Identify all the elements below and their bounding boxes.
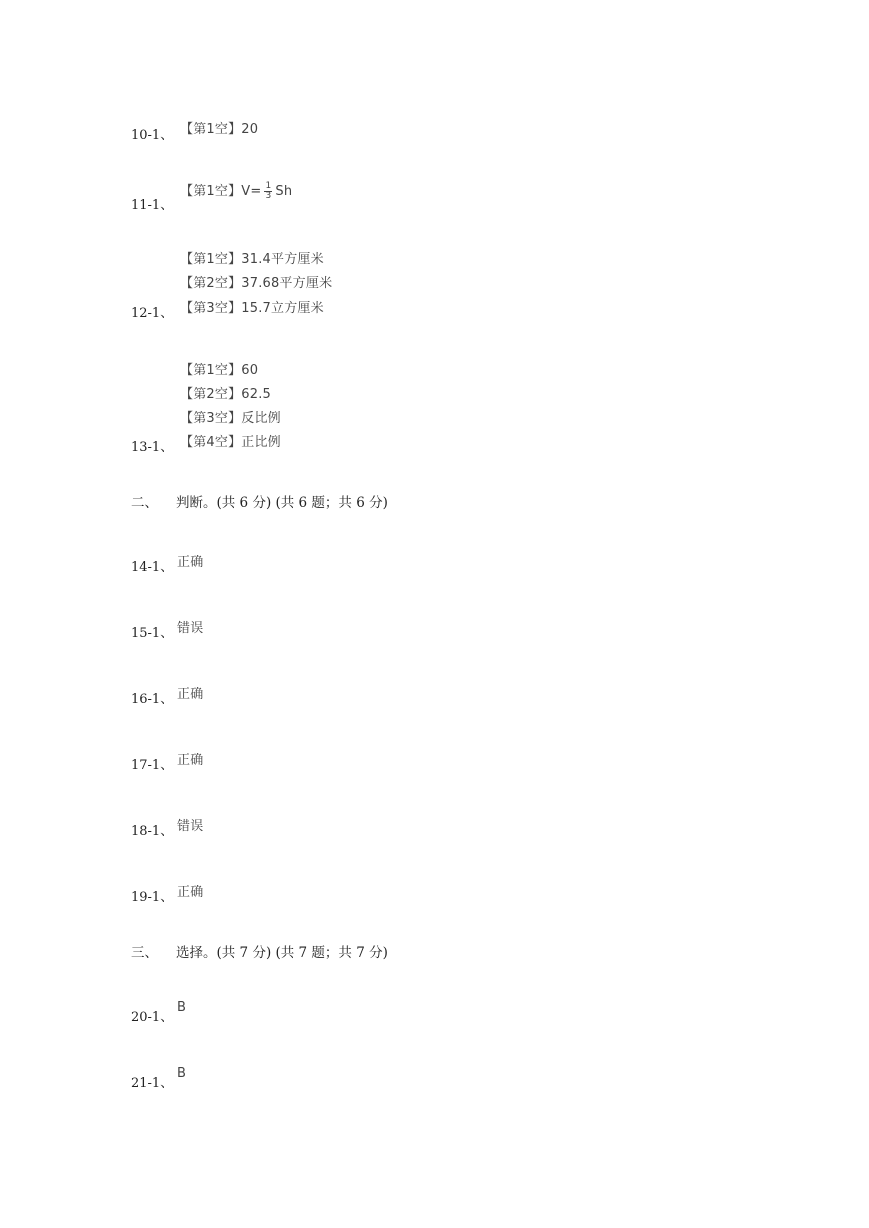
answer-blank: 【第3空】反比例 (180, 411, 281, 426)
question-number: 14-1、 (131, 560, 174, 575)
question-number: 16-1、 (131, 692, 174, 707)
question-number: 15-1、 (131, 626, 174, 641)
answer-blank: 【第2空】37.68平方厘米 (180, 276, 333, 291)
answer-blank: 【第2空】62.5 (180, 387, 272, 402)
question-number: 11-1、 (131, 198, 174, 213)
section-title: 选择。(共 7 分) (共 7 题；共 7 分) (176, 945, 388, 961)
section-number: 二、 (131, 495, 158, 511)
fraction-numerator: 1 (265, 181, 272, 191)
formula-prefix: 【第1空】V= (180, 184, 262, 199)
section-title: 判断。(共 6 分) (共 6 题；共 6 分) (176, 495, 388, 511)
question-number: 21-1、 (131, 1076, 174, 1091)
answer-text: 正确 (177, 555, 204, 570)
answer-blank: 【第1空】60 (180, 363, 259, 378)
answer-text: B (177, 1066, 187, 1081)
answer-blank: 【第1空】31.4平方厘米 (180, 252, 324, 267)
formula-suffix: Sh (275, 184, 293, 199)
section-heading (131, 491, 388, 511)
answer-blank: 【第4空】正比例 (180, 435, 281, 450)
question-number: 10-1、 (131, 128, 174, 143)
section-number: 三、 (131, 945, 158, 961)
answer-text: 错误 (177, 819, 204, 834)
question-number: 13-1、 (131, 440, 174, 455)
answer-text: 正确 (177, 687, 204, 702)
answer-text: 错误 (177, 621, 204, 636)
answer-blank: 【第1空】20 (180, 122, 259, 137)
answer-formula (180, 180, 292, 201)
question-number: 17-1、 (131, 758, 174, 773)
fraction-denominator: 3 (265, 191, 272, 201)
question-number: 20-1、 (131, 1010, 174, 1025)
answer-text: B (177, 1000, 187, 1015)
answer-text: 正确 (177, 753, 204, 768)
question-number: 12-1、 (131, 306, 174, 321)
question-number: 19-1、 (131, 890, 174, 905)
answer-blank: 【第3空】15.7立方厘米 (180, 301, 324, 316)
answer-text: 正确 (177, 885, 204, 900)
question-number: 18-1、 (131, 824, 174, 839)
fraction (264, 182, 272, 201)
section-heading (131, 941, 388, 961)
